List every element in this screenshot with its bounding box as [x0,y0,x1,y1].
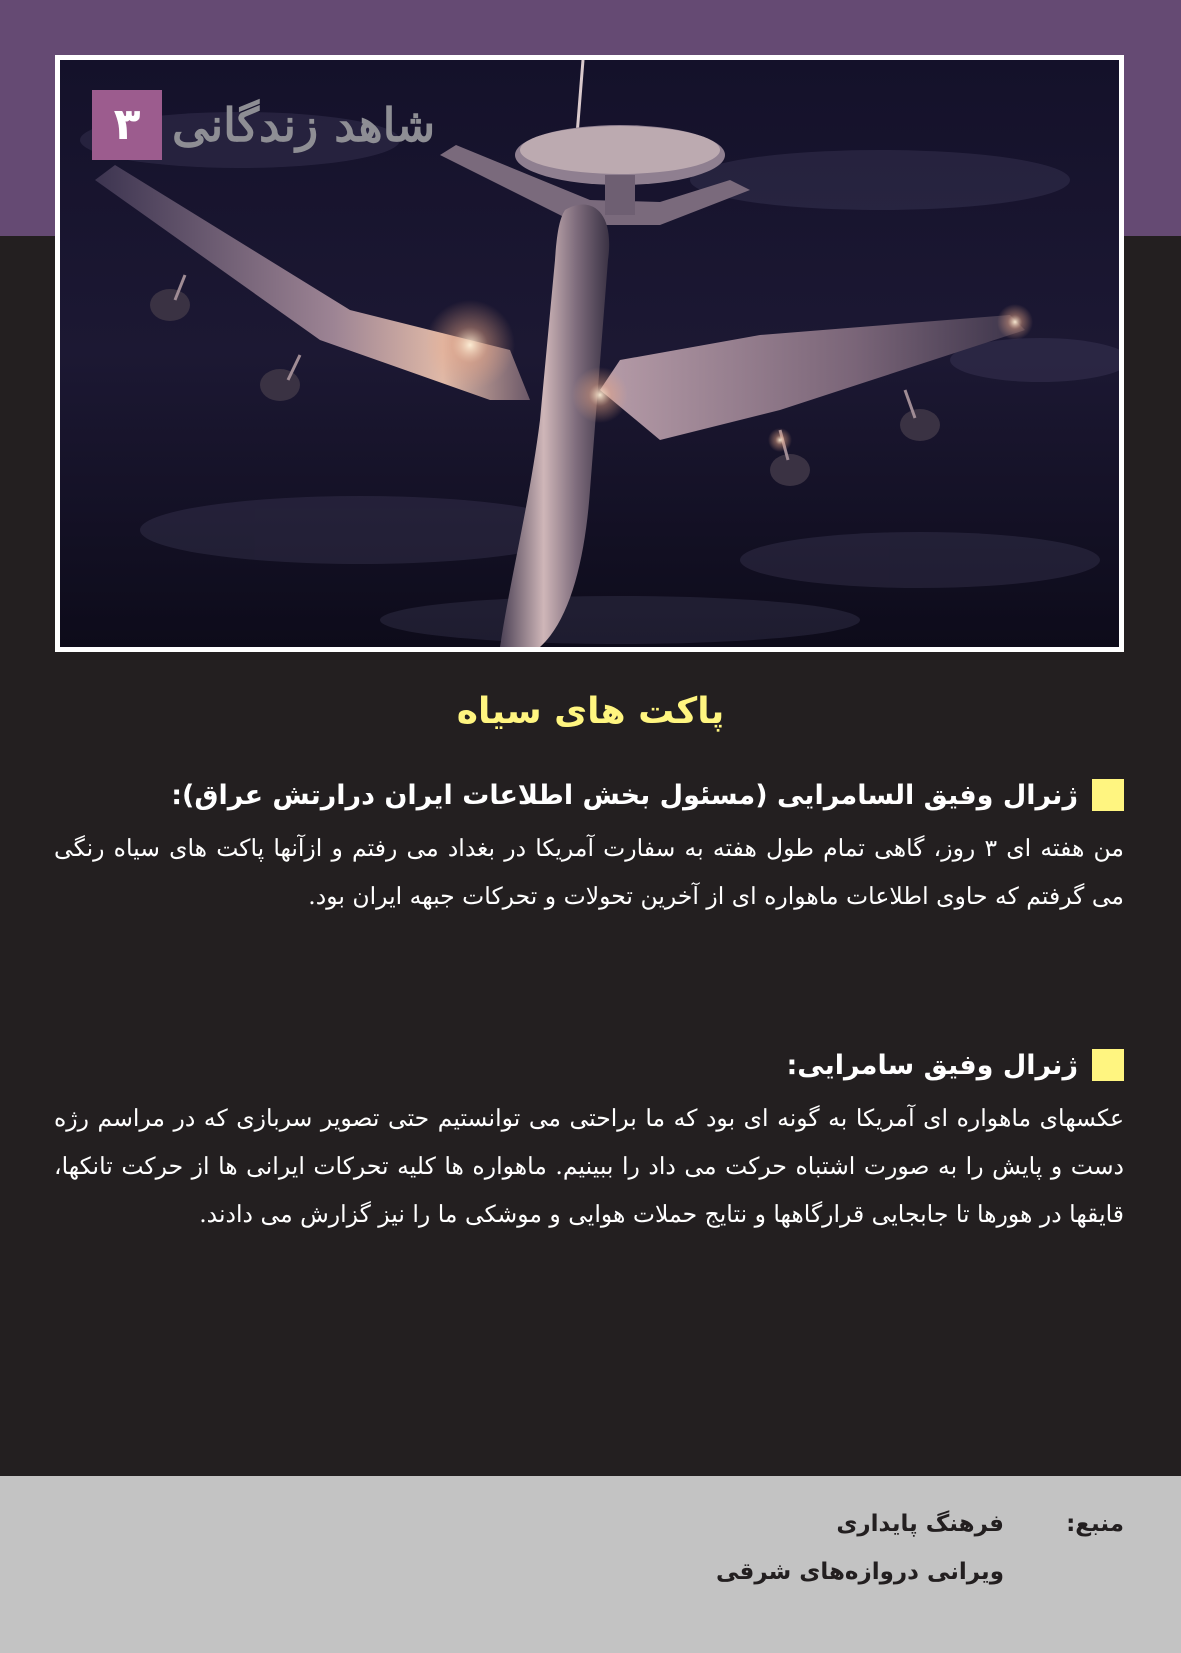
section-body: عکسهای ماهواره ای آمریکا به گونه ای بود که ما براحتی می توانستیم حتی تصویر سربازی که در مراسم رژه دست و پایش را به صورت اشتباه حرکت می داد را ببینیم. ماهواره ها کلیه تحرکات ایرانی ها از حرکت تانکها، قایقها در هورها تا جابجایی قرارگاهها و نتایج حملات هوایی و موشکی ما را نیز گزارش می دادند. [54,1104,1124,1228]
bullet-square-icon [1092,1049,1124,1081]
bullet-square-icon [1092,779,1124,811]
publication-name: شاهد زندگانی [172,98,436,152]
source-list [716,1500,1004,1596]
source-item: ویرانی دروازه‌های شرقی [715,1559,1004,1585]
article-photo [55,55,1124,652]
quote-section [54,1042,1124,1238]
article-title: پاکت های سیاه [456,691,725,732]
section-body: من هفته ای ۳ روز، گاهی تمام طول هفته به سفارت آمریکا در بغداد می رفتم و ازآنها پاکت های سیاه رنگی می گرفتم که حاوی اطلاعات ماهواره ای از آخرین تحولات و تحرکات جبهه ایران بود. [54,834,1125,910]
section-heading-text: ژنرال وفیق سامرایی: [786,1049,1078,1081]
issue-number-badge: ۳ [92,90,162,160]
source-label: منبع: [1066,1511,1124,1537]
source-footer [716,1500,1124,1596]
source-item: فرهنگ پایداری [836,1511,1004,1537]
issue-logo [92,90,435,160]
section-heading [54,1042,1124,1088]
quote-section [54,772,1124,920]
section-heading-text: ژنرال وفیق السامرایی (مسئول بخش اطلاعات ایران درارتش عراق): [171,779,1078,811]
section-heading [54,772,1124,818]
